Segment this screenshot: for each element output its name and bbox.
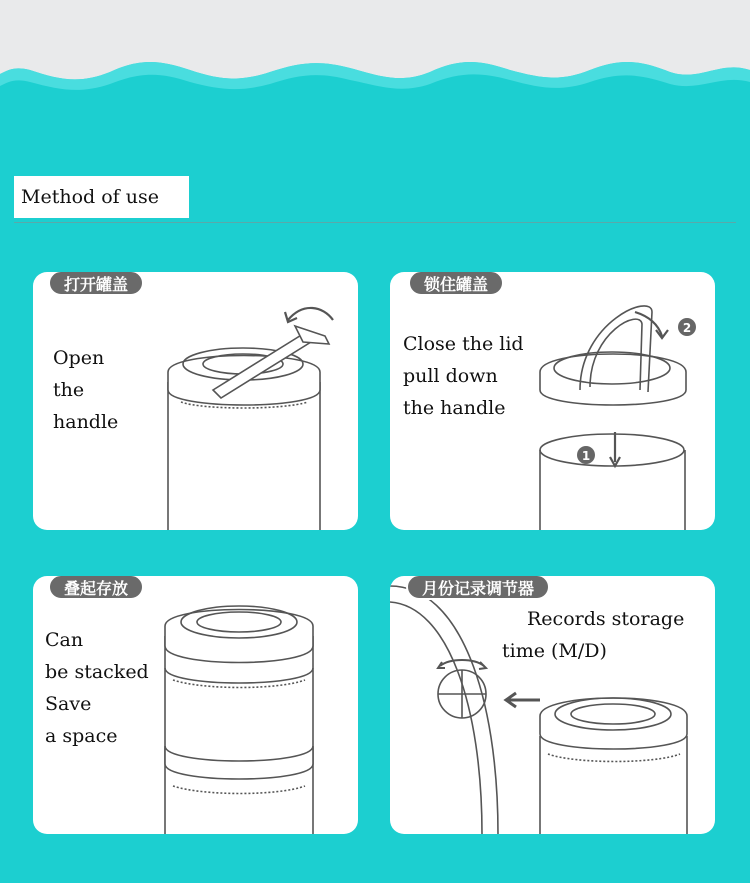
caption-line: Records storage (527, 608, 685, 630)
step-card-date-dial (390, 576, 715, 834)
caption-line: handle (53, 411, 119, 433)
caption-line: Close the lid (403, 333, 524, 355)
step-caption-lock-lid (403, 328, 524, 424)
step-tag-lock-lid: 锁住罐盖 (408, 272, 504, 296)
caption-line: time (M/D) (502, 640, 607, 662)
caption-line: Open (53, 347, 105, 369)
caption-line: a space (45, 725, 118, 747)
caption-line: the (53, 379, 85, 401)
step-caption-date-dial (502, 603, 684, 667)
marker-1: 1 (581, 449, 591, 463)
step-card-open-lid (33, 272, 358, 530)
step-card-stack (33, 576, 358, 834)
caption-line: be stacked (45, 661, 149, 683)
caption-line: Save (45, 693, 92, 715)
caption-line: pull down (403, 365, 498, 387)
caption-line: the handle (403, 397, 506, 419)
step-caption-open-lid (53, 342, 118, 438)
step-tag-open-lid: 打开罐盖 (48, 272, 144, 296)
step-caption-stack (45, 624, 149, 752)
top-wave-band (0, 0, 750, 110)
section-divider (14, 222, 736, 223)
section-title: Method of use (14, 176, 189, 218)
step-card-lock-lid (390, 272, 715, 530)
marker-2: 2 (682, 321, 692, 335)
caption-line: Can (45, 629, 84, 651)
step-tag-date-dial: 月份记录调节器 (406, 576, 550, 600)
step-tag-stack: 叠起存放 (48, 576, 144, 600)
